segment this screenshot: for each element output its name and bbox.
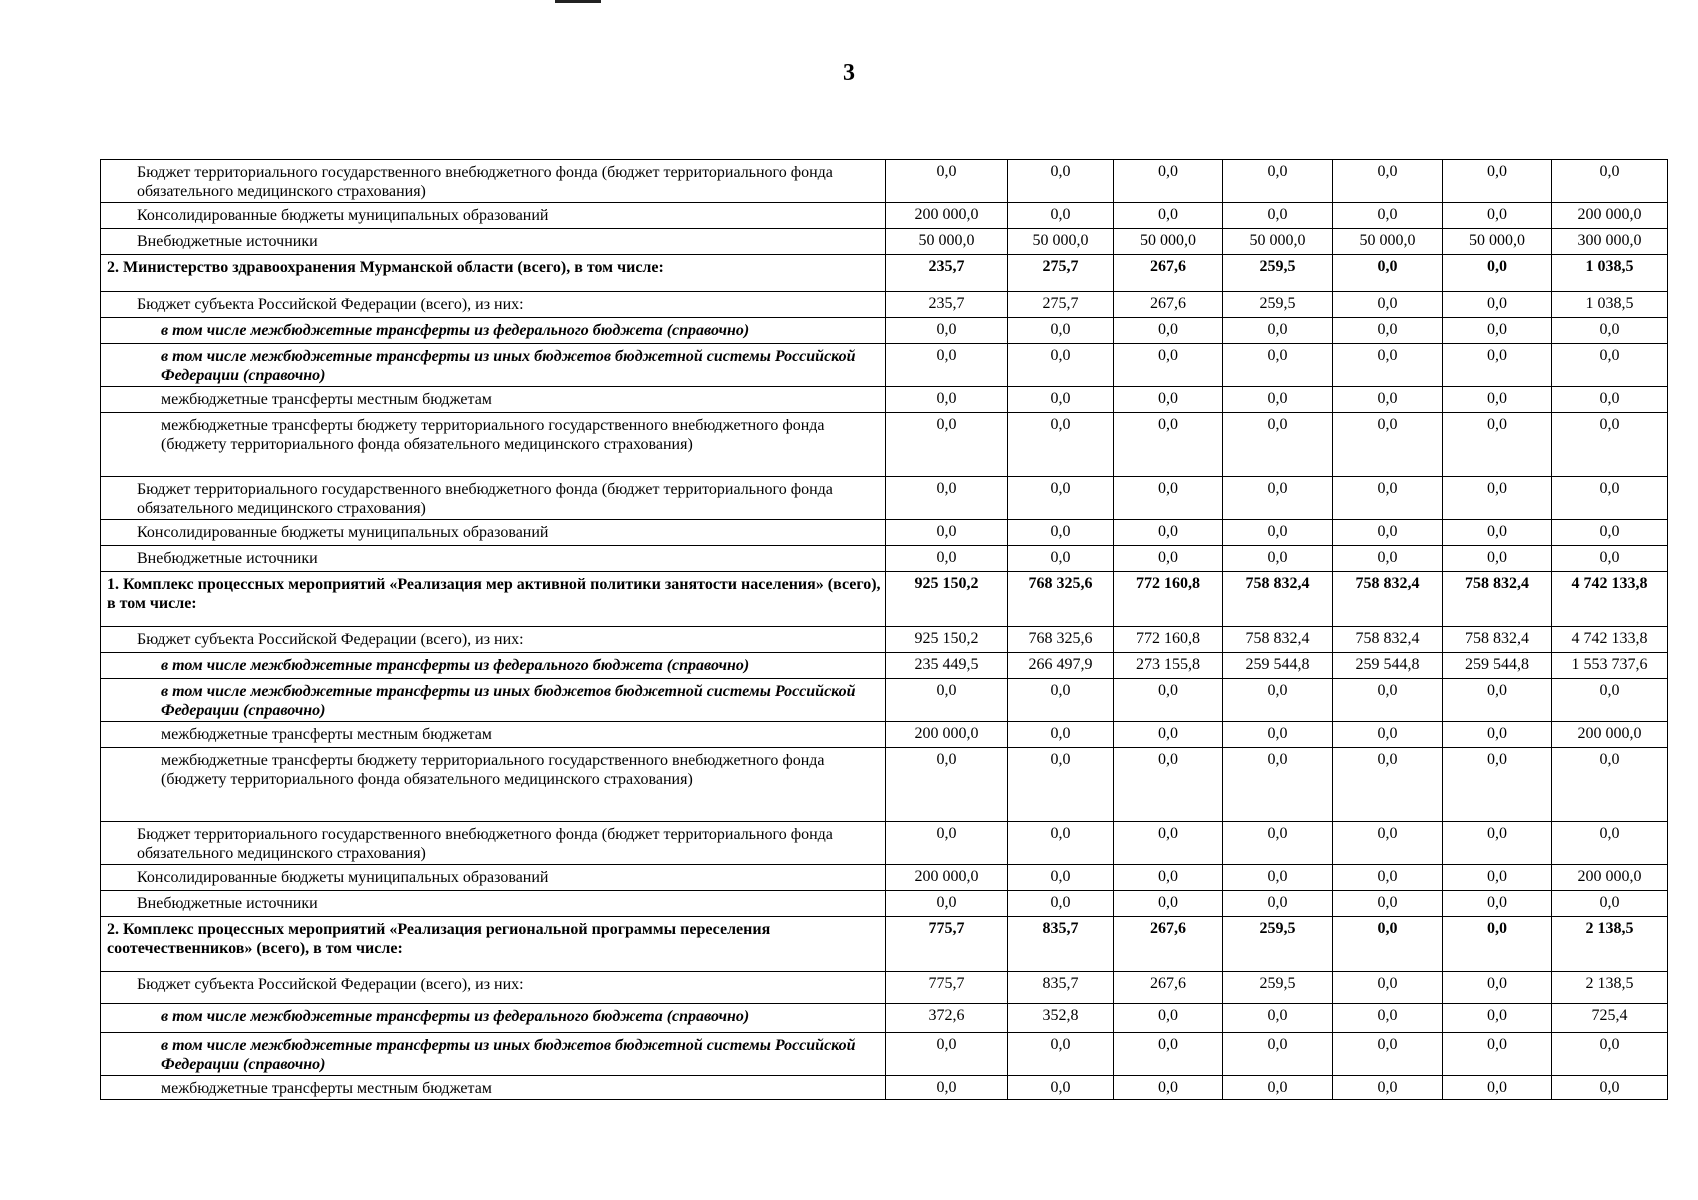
row-label: Консолидированные бюджеты муниципальных образований <box>101 203 886 229</box>
value-cell: 259 544,8 <box>1223 653 1333 679</box>
value-cell: 0,0 <box>1443 477 1552 520</box>
value-cell: 0,0 <box>1443 722 1552 748</box>
table-row <box>101 572 1668 627</box>
value-cell: 758 832,4 <box>1223 627 1333 653</box>
table-row <box>101 972 1668 1004</box>
value-cell: 0,0 <box>1114 160 1223 203</box>
value-cell: 0,0 <box>886 344 1008 387</box>
row-label: 2. Министерство здравоохранения Мурманской области (всего), в том числе: <box>101 255 886 292</box>
value-cell: 0,0 <box>1008 722 1114 748</box>
value-cell: 2 138,5 <box>1552 917 1668 972</box>
value-cell: 267,6 <box>1114 972 1223 1004</box>
value-cell: 0,0 <box>1443 1033 1552 1076</box>
value-cell: 0,0 <box>1223 1004 1333 1033</box>
value-cell: 200 000,0 <box>886 865 1008 891</box>
value-cell: 0,0 <box>1443 255 1552 292</box>
row-label: Бюджет территориального государственного внебюджетного фонда (бюджет территориального фонда обязательного медицинского страхования) <box>101 477 886 520</box>
value-cell: 0,0 <box>1008 387 1114 413</box>
value-cell: 0,0 <box>886 748 1008 822</box>
value-cell: 0,0 <box>1443 1004 1552 1033</box>
table-row <box>101 520 1668 546</box>
value-cell: 0,0 <box>1333 203 1443 229</box>
value-cell: 0,0 <box>1008 865 1114 891</box>
value-cell: 0,0 <box>1552 344 1668 387</box>
table-row <box>101 203 1668 229</box>
value-cell: 235,7 <box>886 292 1008 318</box>
page-number: 3 <box>843 60 855 86</box>
value-cell: 0,0 <box>1333 292 1443 318</box>
value-cell: 835,7 <box>1008 917 1114 972</box>
value-cell: 300 000,0 <box>1552 229 1668 255</box>
row-label: межбюджетные трансферты бюджету территориального государственного внебюджетного фонда (бюджету территориального фонда обязательного медицинского страхования) <box>101 748 886 822</box>
row-label: Бюджет субъекта Российской Федерации (всего), из них: <box>101 292 886 318</box>
value-cell: 772 160,8 <box>1114 572 1223 627</box>
value-cell: 0,0 <box>1443 318 1552 344</box>
row-label: Внебюджетные источники <box>101 546 886 572</box>
value-cell: 0,0 <box>1552 1076 1668 1100</box>
value-cell: 0,0 <box>1552 387 1668 413</box>
value-cell: 1 553 737,6 <box>1552 653 1668 679</box>
row-label: в том числе межбюджетные трансферты из федерального бюджета (справочно) <box>101 1004 886 1033</box>
value-cell: 273 155,8 <box>1114 653 1223 679</box>
value-cell: 372,6 <box>886 1004 1008 1033</box>
row-label: межбюджетные трансферты местным бюджетам <box>101 722 886 748</box>
budget-table <box>100 159 1668 1100</box>
value-cell: 758 832,4 <box>1333 627 1443 653</box>
value-cell: 0,0 <box>1008 822 1114 865</box>
scan-mark <box>555 0 601 3</box>
value-cell: 772 160,8 <box>1114 627 1223 653</box>
value-cell: 0,0 <box>1114 413 1223 477</box>
value-cell: 0,0 <box>1333 318 1443 344</box>
value-cell: 200 000,0 <box>886 722 1008 748</box>
value-cell: 0,0 <box>1333 917 1443 972</box>
row-label: Консолидированные бюджеты муниципальных образований <box>101 865 886 891</box>
value-cell: 0,0 <box>1114 546 1223 572</box>
value-cell: 352,8 <box>1008 1004 1114 1033</box>
value-cell: 0,0 <box>1333 387 1443 413</box>
value-cell: 0,0 <box>1223 520 1333 546</box>
value-cell: 200 000,0 <box>1552 203 1668 229</box>
row-label: 2. Комплекс процессных мероприятий «Реализация региональной программы переселения соотечественников» (всего), в том числе: <box>101 917 886 972</box>
value-cell: 0,0 <box>1114 387 1223 413</box>
table-row <box>101 917 1668 972</box>
value-cell: 0,0 <box>1008 160 1114 203</box>
value-cell: 0,0 <box>1333 255 1443 292</box>
value-cell: 925 150,2 <box>886 627 1008 653</box>
value-cell: 0,0 <box>1552 679 1668 722</box>
value-cell: 0,0 <box>1114 1076 1223 1100</box>
row-label: Бюджет территориального государственного внебюджетного фонда (бюджет территориального фонда обязательного медицинского страхования) <box>101 160 886 203</box>
value-cell: 0,0 <box>1443 748 1552 822</box>
table-row <box>101 229 1668 255</box>
value-cell: 0,0 <box>1114 891 1223 917</box>
table-body <box>101 160 1668 1100</box>
value-cell: 259,5 <box>1223 972 1333 1004</box>
value-cell: 0,0 <box>1443 546 1552 572</box>
row-label: межбюджетные трансферты бюджету территориального государственного внебюджетного фонда (бюджету территориального фонда обязательного медицинского страхования) <box>101 413 886 477</box>
value-cell: 0,0 <box>1333 822 1443 865</box>
value-cell: 0,0 <box>886 477 1008 520</box>
value-cell: 0,0 <box>1552 318 1668 344</box>
value-cell: 0,0 <box>1114 344 1223 387</box>
value-cell: 50 000,0 <box>1443 229 1552 255</box>
value-cell: 0,0 <box>1223 477 1333 520</box>
table-row <box>101 1004 1668 1033</box>
value-cell: 0,0 <box>1223 865 1333 891</box>
row-label: в том числе межбюджетные трансферты из федерального бюджета (справочно) <box>101 653 886 679</box>
value-cell: 235,7 <box>886 255 1008 292</box>
value-cell: 275,7 <box>1008 292 1114 318</box>
value-cell: 0,0 <box>1008 748 1114 822</box>
value-cell: 0,0 <box>1223 344 1333 387</box>
value-cell: 0,0 <box>1008 1033 1114 1076</box>
value-cell: 0,0 <box>886 546 1008 572</box>
value-cell: 0,0 <box>1223 748 1333 822</box>
value-cell: 758 832,4 <box>1443 627 1552 653</box>
value-cell: 1 038,5 <box>1552 292 1668 318</box>
value-cell: 0,0 <box>1333 546 1443 572</box>
value-cell: 0,0 <box>1008 344 1114 387</box>
table-row <box>101 292 1668 318</box>
value-cell: 0,0 <box>1552 413 1668 477</box>
value-cell: 0,0 <box>1552 160 1668 203</box>
value-cell: 0,0 <box>1443 344 1552 387</box>
value-cell: 235 449,5 <box>886 653 1008 679</box>
value-cell: 0,0 <box>1333 1004 1443 1033</box>
value-cell: 0,0 <box>886 1076 1008 1100</box>
value-cell: 0,0 <box>1114 477 1223 520</box>
value-cell: 266 497,9 <box>1008 653 1114 679</box>
value-cell: 0,0 <box>886 679 1008 722</box>
value-cell: 0,0 <box>1008 318 1114 344</box>
value-cell: 0,0 <box>1223 413 1333 477</box>
table-row <box>101 413 1668 477</box>
value-cell: 0,0 <box>1552 822 1668 865</box>
value-cell: 0,0 <box>1333 972 1443 1004</box>
value-cell: 0,0 <box>1333 679 1443 722</box>
table-row <box>101 865 1668 891</box>
value-cell: 259,5 <box>1223 255 1333 292</box>
value-cell: 0,0 <box>1333 722 1443 748</box>
value-cell: 259 544,8 <box>1333 653 1443 679</box>
table-row <box>101 1033 1668 1076</box>
value-cell: 0,0 <box>1223 1076 1333 1100</box>
table-row <box>101 822 1668 865</box>
value-cell: 267,6 <box>1114 292 1223 318</box>
table-row <box>101 653 1668 679</box>
value-cell: 0,0 <box>1443 891 1552 917</box>
value-cell: 0,0 <box>1443 160 1552 203</box>
value-cell: 0,0 <box>1114 520 1223 546</box>
value-cell: 4 742 133,8 <box>1552 572 1668 627</box>
table-row <box>101 679 1668 722</box>
value-cell: 50 000,0 <box>886 229 1008 255</box>
value-cell: 835,7 <box>1008 972 1114 1004</box>
table-row <box>101 1076 1668 1100</box>
value-cell: 0,0 <box>886 822 1008 865</box>
value-cell: 200 000,0 <box>1552 865 1668 891</box>
table-row <box>101 722 1668 748</box>
value-cell: 0,0 <box>1008 477 1114 520</box>
value-cell: 0,0 <box>1114 1033 1223 1076</box>
value-cell: 275,7 <box>1008 255 1114 292</box>
row-label: в том числе межбюджетные трансферты из иных бюджетов бюджетной системы Российской Федерации (справочно) <box>101 344 886 387</box>
value-cell: 0,0 <box>1443 1076 1552 1100</box>
row-label: Внебюджетные источники <box>101 891 886 917</box>
value-cell: 0,0 <box>1223 546 1333 572</box>
value-cell: 0,0 <box>1114 679 1223 722</box>
value-cell: 0,0 <box>886 891 1008 917</box>
value-cell: 0,0 <box>1443 822 1552 865</box>
value-cell: 0,0 <box>1333 1076 1443 1100</box>
row-label: Бюджет субъекта Российской Федерации (всего), из них: <box>101 972 886 1004</box>
value-cell: 1 038,5 <box>1552 255 1668 292</box>
value-cell: 0,0 <box>1008 413 1114 477</box>
table-row <box>101 748 1668 822</box>
value-cell: 758 832,4 <box>1443 572 1552 627</box>
row-label: 1. Комплекс процессных мероприятий «Реализация мер активной политики занятости населения» (всего), в том числе: <box>101 572 886 627</box>
value-cell: 0,0 <box>1443 865 1552 891</box>
table-row <box>101 160 1668 203</box>
table-row <box>101 546 1668 572</box>
value-cell: 200 000,0 <box>886 203 1008 229</box>
value-cell: 0,0 <box>1114 748 1223 822</box>
value-cell: 0,0 <box>1552 1033 1668 1076</box>
value-cell: 0,0 <box>886 1033 1008 1076</box>
value-cell: 0,0 <box>1114 722 1223 748</box>
value-cell: 0,0 <box>1008 546 1114 572</box>
value-cell: 259,5 <box>1223 292 1333 318</box>
value-cell: 0,0 <box>1333 865 1443 891</box>
value-cell: 0,0 <box>1333 477 1443 520</box>
table-row <box>101 318 1668 344</box>
value-cell: 0,0 <box>1114 865 1223 891</box>
value-cell: 0,0 <box>1223 1033 1333 1076</box>
value-cell: 768 325,6 <box>1008 627 1114 653</box>
value-cell: 0,0 <box>1223 203 1333 229</box>
value-cell: 0,0 <box>1008 520 1114 546</box>
table-row <box>101 477 1668 520</box>
value-cell: 0,0 <box>1443 203 1552 229</box>
value-cell: 0,0 <box>886 160 1008 203</box>
value-cell: 0,0 <box>1333 344 1443 387</box>
value-cell: 775,7 <box>886 917 1008 972</box>
table-row <box>101 255 1668 292</box>
value-cell: 0,0 <box>1443 387 1552 413</box>
table-row <box>101 627 1668 653</box>
value-cell: 0,0 <box>1114 822 1223 865</box>
value-cell: 0,0 <box>1552 891 1668 917</box>
row-label: межбюджетные трансферты местным бюджетам <box>101 387 886 413</box>
value-cell: 50 000,0 <box>1114 229 1223 255</box>
value-cell: 768 325,6 <box>1008 572 1114 627</box>
value-cell: 50 000,0 <box>1223 229 1333 255</box>
row-label: в том числе межбюджетные трансферты из федерального бюджета (справочно) <box>101 318 886 344</box>
value-cell: 259,5 <box>1223 917 1333 972</box>
value-cell: 267,6 <box>1114 917 1223 972</box>
value-cell: 925 150,2 <box>886 572 1008 627</box>
value-cell: 2 138,5 <box>1552 972 1668 1004</box>
value-cell: 0,0 <box>1333 520 1443 546</box>
value-cell: 775,7 <box>886 972 1008 1004</box>
value-cell: 0,0 <box>1333 748 1443 822</box>
row-label: Бюджет территориального государственного внебюджетного фонда (бюджет территориального фонда обязательного медицинского страхования) <box>101 822 886 865</box>
value-cell: 259 544,8 <box>1443 653 1552 679</box>
value-cell: 0,0 <box>1114 1004 1223 1033</box>
value-cell: 0,0 <box>1443 520 1552 546</box>
row-label: Консолидированные бюджеты муниципальных образований <box>101 520 886 546</box>
value-cell: 0,0 <box>1443 413 1552 477</box>
value-cell: 0,0 <box>1443 679 1552 722</box>
value-cell: 0,0 <box>1443 292 1552 318</box>
value-cell: 0,0 <box>1008 1076 1114 1100</box>
value-cell: 0,0 <box>1552 477 1668 520</box>
value-cell: 4 742 133,8 <box>1552 627 1668 653</box>
value-cell: 0,0 <box>1333 891 1443 917</box>
value-cell: 0,0 <box>1443 917 1552 972</box>
value-cell: 50 000,0 <box>1333 229 1443 255</box>
value-cell: 0,0 <box>1114 203 1223 229</box>
value-cell: 0,0 <box>1333 160 1443 203</box>
value-cell: 0,0 <box>1552 546 1668 572</box>
value-cell: 50 000,0 <box>1008 229 1114 255</box>
value-cell: 0,0 <box>886 413 1008 477</box>
value-cell: 758 832,4 <box>1223 572 1333 627</box>
value-cell: 0,0 <box>1223 387 1333 413</box>
value-cell: 0,0 <box>1114 318 1223 344</box>
value-cell: 0,0 <box>1223 891 1333 917</box>
value-cell: 0,0 <box>1223 679 1333 722</box>
row-label: Внебюджетные источники <box>101 229 886 255</box>
row-label: в том числе межбюджетные трансферты из иных бюджетов бюджетной системы Российской Федерации (справочно) <box>101 679 886 722</box>
table-row <box>101 387 1668 413</box>
value-cell: 200 000,0 <box>1552 722 1668 748</box>
value-cell: 0,0 <box>1223 160 1333 203</box>
row-label: в том числе межбюджетные трансферты из иных бюджетов бюджетной системы Российской Федерации (справочно) <box>101 1033 886 1076</box>
value-cell: 0,0 <box>1552 748 1668 822</box>
table-row <box>101 891 1668 917</box>
value-cell: 725,4 <box>1552 1004 1668 1033</box>
row-label: Бюджет субъекта Российской Федерации (всего), из них: <box>101 627 886 653</box>
value-cell: 0,0 <box>1333 413 1443 477</box>
value-cell: 0,0 <box>1333 1033 1443 1076</box>
row-label: межбюджетные трансферты местным бюджетам <box>101 1076 886 1100</box>
value-cell: 758 832,4 <box>1333 572 1443 627</box>
value-cell: 267,6 <box>1114 255 1223 292</box>
value-cell: 0,0 <box>1443 972 1552 1004</box>
value-cell: 0,0 <box>886 318 1008 344</box>
table-row <box>101 344 1668 387</box>
value-cell: 0,0 <box>1223 722 1333 748</box>
value-cell: 0,0 <box>1008 203 1114 229</box>
value-cell: 0,0 <box>1008 679 1114 722</box>
value-cell: 0,0 <box>1552 520 1668 546</box>
value-cell: 0,0 <box>1223 822 1333 865</box>
value-cell: 0,0 <box>1223 318 1333 344</box>
value-cell: 0,0 <box>886 520 1008 546</box>
value-cell: 0,0 <box>886 387 1008 413</box>
value-cell: 0,0 <box>1008 891 1114 917</box>
